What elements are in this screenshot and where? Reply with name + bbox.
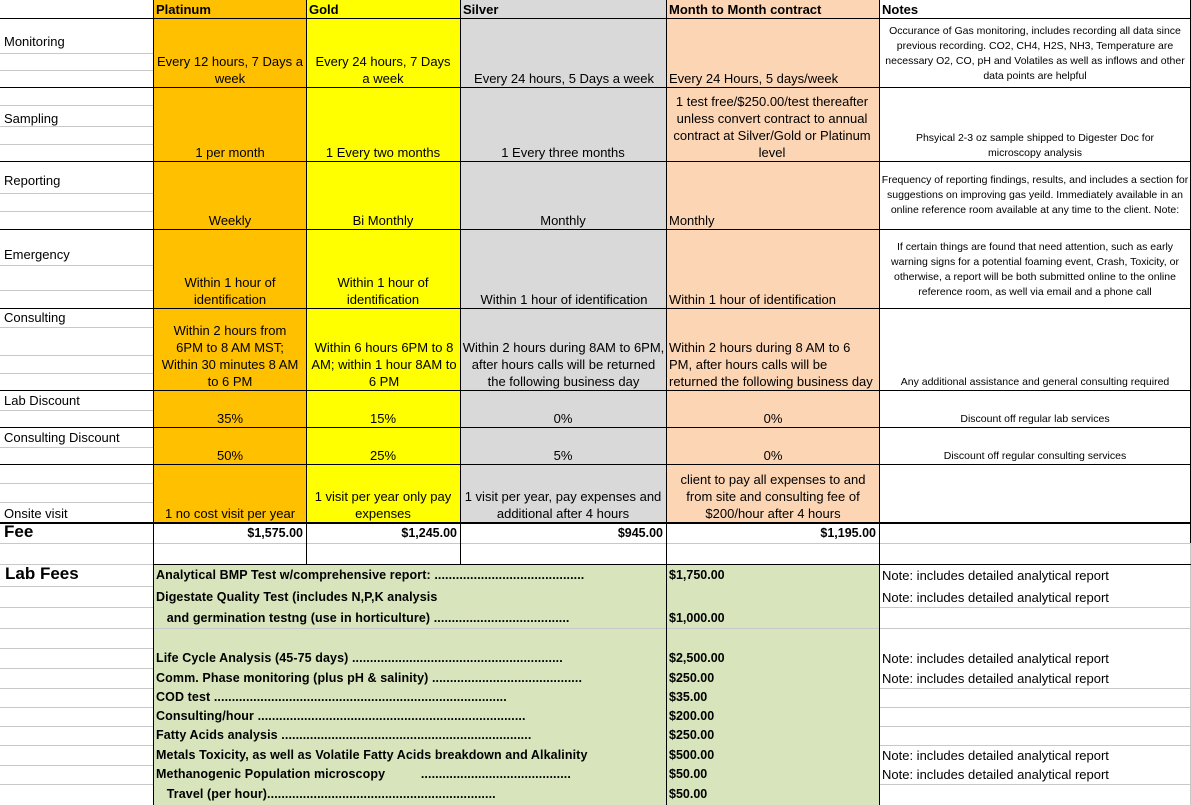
sampling-notes: Phsyical 2-3 oz sample shipped to Digester Doc for microscopy analysis [915,132,1155,159]
row-label-monitoring: Monitoring [4,34,65,49]
consulting-month: Within 2 hours during 8 AM to 6 PM, after hours calls will be returned the following business day [669,340,873,389]
lab-item-price: $250.00 [669,671,715,685]
lab-item-name: Analytical BMP Test w/comprehensive report: .......................................... [156,568,585,582]
lab-discount-silver: 0% [553,411,573,426]
lab-item-name: Fatty Acids analysis ...................................................................... [156,728,532,742]
lab-item-price: $1,000.00 [669,611,725,625]
lab-item-name: Digestate Quality Test (includes N,P,K analysis [156,590,438,604]
sampling-gold: 1 Every two months [325,145,441,160]
lab-item-name: Consulting/hour ........................................................................... [156,709,526,723]
consulting-discount-platinum: 50% [216,448,244,463]
header-gold: Gold [309,2,339,17]
sampling-silver: 1 Every three months [501,145,625,160]
reporting-month: Monthly [669,213,715,228]
emergency-platinum: Within 1 hour of identification [184,275,276,307]
lab-discount-platinum: 35% [216,411,244,426]
lab-item-name: COD test .................................................................................. [156,690,507,704]
consulting-silver: Within 2 hours during 8AM to 6PM, after hours calls will be returned the following business day [462,340,665,389]
lab-item-price: $500.00 [669,748,715,762]
reporting-gold: Bi Monthly [352,213,414,228]
row-label-consulting-discount: Consulting Discount [4,430,120,445]
consulting-discount-silver: 5% [553,448,573,463]
monitoring-silver: Every 24 hours, 5 Days a week [474,71,654,86]
consulting-discount-notes: Discount off regular consulting services [943,450,1127,462]
reporting-silver: Monthly [540,213,586,228]
lab-item-price: $35.00 [669,690,708,704]
consulting-discount-gold: 25% [369,448,397,463]
fee-gold: $1,245.00 [401,526,457,540]
lab-item-name: Travel (per hour)................................................................ [156,787,496,801]
lab-discount-gold: 15% [369,411,397,426]
fee-platinum: $1,575.00 [247,526,303,540]
header-platinum: Platinum [156,2,211,17]
lab-item-note: Note: includes detailed analytical report [882,767,1109,782]
lab-item-price: $1,750.00 [669,568,725,582]
lab-item-name: Comm. Phase monitoring (plus pH & salinity) .......................................... [156,671,583,685]
lab-item-note: Note: includes detailed analytical report [882,651,1109,666]
row-label-reporting: Reporting [4,173,61,188]
reporting-notes: Frequency of reporting findings, results, and includes a section for suggestions on improving gas yeild. Immediately available in an online reference room available at any time to the client. Note: [881,174,1189,216]
lab-item-name: Metals Toxicity, as well as Volatile Fatty Acids breakdown and Alkalinity [156,748,588,762]
lab-item-note: Note: includes detailed analytical report [882,748,1109,763]
lab-item-note: Note: includes detailed analytical report [882,590,1109,605]
fee-month: $1,195.00 [820,526,876,540]
row-label-emergency: Emergency [4,247,70,262]
onsite-month: client to pay all expenses to and from site and consulting fee of $200/hour after 4 hours [680,472,866,521]
fee-label: Fee [4,522,34,541]
row-label-onsite-visit: Onsite visit [4,506,68,521]
consulting-discount-month: 0% [763,448,783,463]
reporting-platinum: Weekly [208,213,252,228]
lab-item-price: $50.00 [669,787,708,801]
header-notes: Notes [882,2,919,17]
monitoring-notes: Occurance of Gas monitoring, includes recording all data since previous recording. CO2, CH4, H2S, NH3, Temperature are necessary O2, CO, pH and Volatiles as well as inflows and other data points are helpful [885,24,1185,82]
lab-item-note: Note: includes detailed analytical report [882,671,1109,686]
consulting-notes: Any additional assistance and general consulting required [900,376,1170,388]
monitoring-month: Every 24 Hours, 5 days/week [669,71,839,86]
lab-item-note: Note: includes detailed analytical report [882,568,1109,583]
lab-item-price: $50.00 [669,767,708,781]
header-silver: Silver [463,2,499,17]
emergency-silver: Within 1 hour of identification [480,292,648,307]
emergency-notes: If certain things are found that need attention, such as early warning signs for a potential foaming event, Crash, Toxicity, or otherwise, a report will be both submitted online to the online reference room, as well via email and a phone call [891,240,1179,298]
row-label-lab-discount: Lab Discount [4,393,80,408]
row-label-sampling: Sampling [4,111,59,126]
sampling-platinum: 1 per month [195,145,265,160]
emergency-gold: Within 1 hour of identification [337,275,429,307]
lab-fees-title: Lab Fees [5,564,79,583]
lab-item-price: $250.00 [669,728,715,742]
sampling-month: 1 test free/$250.00/test thereafter unless convert contract to annual contract at Silver/Gold or Platinum level [673,94,871,160]
consulting-platinum: Within 2 hours from 6PM to 8 AM MST; Within 30 minutes 8 AM to 6 PM [161,323,299,389]
lab-item-price: $200.00 [669,709,715,723]
onsite-silver: 1 visit per year, pay expenses and additional after 4 hours [464,489,662,521]
lab-discount-notes: Discount off regular lab services [960,413,1110,425]
monitoring-gold: Every 24 hours, 7 Days a week [315,54,451,86]
lab-item-name: Life Cycle Analysis (45-75 days) ........................................................... [156,651,563,665]
onsite-platinum: 1 no cost visit per year [164,506,296,521]
lab-item-name: Methanogenic Population microscopy .......................................... [156,767,571,781]
header-month: Month to Month contract [669,2,822,17]
fee-silver: $945.00 [617,526,663,540]
monitoring-platinum: Every 12 hours, 7 Days a week [157,54,303,86]
consulting-gold: Within 6 hours 6PM to 8 AM; within 1 hour 8AM to 6 PM [311,340,457,389]
lab-discount-month: 0% [763,411,783,426]
lab-item-name: and germination testng (use in horticulture) ...................................... [156,611,570,625]
row-label-consulting: Consulting [4,310,66,325]
onsite-gold: 1 visit per year only pay expenses [314,489,452,521]
emergency-month: Within 1 hour of identification [669,292,836,307]
lab-item-price: $2,500.00 [669,651,725,665]
